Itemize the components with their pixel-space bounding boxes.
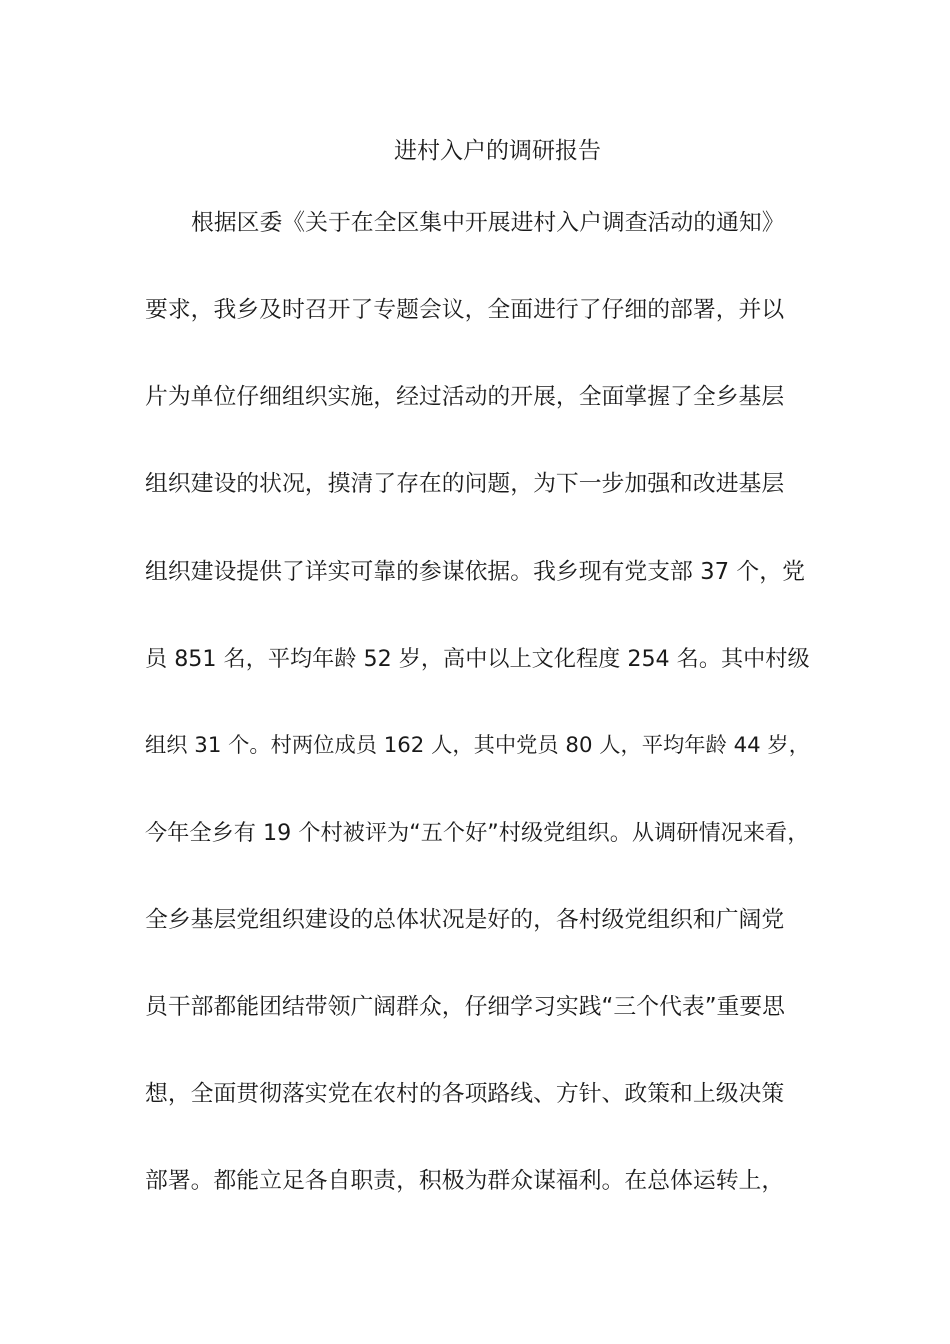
paragraph-line: 员 851 名，平均年龄 52 岁，高中以上文化程度 254 名。其中村级 xyxy=(145,646,810,672)
paragraph-line: 全乡基层党组织建设的总体状况是好的，各村级党组织和广阔党 xyxy=(145,907,785,933)
paragraph-line: 组织建设的状况，摸清了存在的问题，为下一步加强和改进基层 xyxy=(145,471,785,497)
paragraph-line: 根据区委《关于在全区集中开展进村入户调查活动的通知》 xyxy=(191,210,785,236)
paragraph-line: 片为单位仔细组织实施，经过活动的开展，全面掌握了全乡基层 xyxy=(145,384,785,410)
paragraph-line: 想，全面贯彻落实党在农村的各项路线、方针、政策和上级决策 xyxy=(145,1081,785,1107)
paragraph-line: 员干部都能团结带领广阔群众，仔细学习实践“三个代表”重要思 xyxy=(145,994,786,1020)
paragraph-line: 部署。都能立足各自职责，积极为群众谋福利。在总体运转上， xyxy=(145,1168,785,1194)
paragraph-line: 今年全乡有 19 个村被评为“五个好”村级党组织。从调研情况来看， xyxy=(145,820,810,846)
paragraph-line: 组织 31 个。村两位成员 162 人，其中党员 80 人，平均年龄 44 岁， xyxy=(145,733,810,758)
paragraph-line: 组织建设提供了详实可靠的参谋依据。我乡现有党支部 37 个，党 xyxy=(145,559,805,585)
document-title: 进村入户的调研报告 xyxy=(394,138,601,164)
paragraph-line: 要求，我乡及时召开了专题会议，全面进行了仔细的部署，并以 xyxy=(145,297,785,323)
